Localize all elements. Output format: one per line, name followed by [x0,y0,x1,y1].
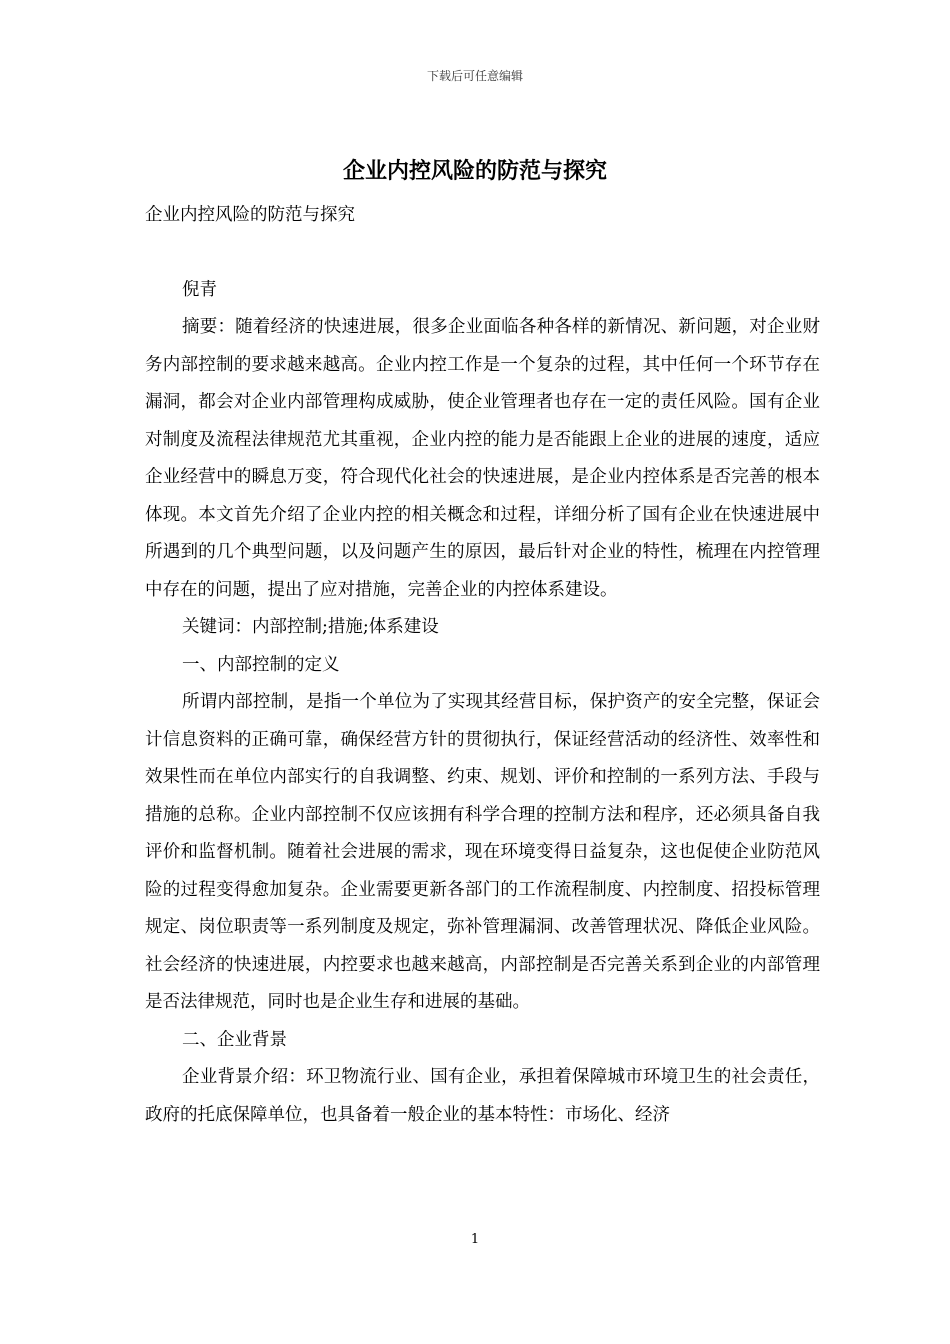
section-heading-2: 二、企业背景 [182,1029,287,1050]
header-note: 下载后可任意编辑 [426,69,523,83]
document-title: 企业内控风险的防范与探究 [342,158,607,184]
section-1-paragraph: 所谓内部控制，是指一个单位为了实现其经营目标，保护资产的安全完整，保证会计信息资料的正确可靠，确保经营方针的贯彻执行，保证经营活动的经济性、效率性和效果性而在单位内部实行的自我调整、约束、规划、评价和控制的一系列方法、手段与措施的总称。企业内部控制不仅应该拥有科学合理的控制方法和程序，还必须具备自我评价和监督机制。随着社会进展的需求，现在环境变得日益复杂，这也促使企业防范风险的过程变得愈加复杂。企业需要更新各部门的工作流程制度、内控制度、招投标管理规定、岗位职责等一系列制度及规定，弥补管理漏洞、改善管理状况、降低企业风险。社会经济的快速进展，内控要求也越来越高，内部控制是否完善关系到企业的内部管理是否法律规范，同时也是企业生存和进展的基础。 [145,692,820,1012]
abstract-paragraph: 摘要：随着经济的快速进展，很多企业面临各种各样的新情况、新问题，对企业财务内部控制的要求越来越高。企业内控工作是一个复杂的过程，其中任何一个环节存在漏洞，都会对企业内部管理构成威胁，使企业管理者也存在一定的责任风险。国有企业对制度及流程法律规范尤其重视，企业内控的能力是否能跟上企业的进展的速度，适应企业经营中的瞬息万变，符合现代化社会的快速进展，是企业内控体系是否完善的根本体现。本文首先介绍了企业内控的相关概念和过程，详细分析了国有企业在快速进展中所遇到的几个典型问题，以及问题产生的原因，最后针对企业的特性，梳理在内控管理中存在的问题，提出了应对措施，完善企业的内控体系建设。 [145,317,820,600]
subtitle: 企业内控风险的防范与探究 [145,205,355,225]
section-heading-1: 一、内部控制的定义 [182,654,340,675]
keywords: 关键词：内部控制;措施;体系建设 [182,617,439,637]
section-2-paragraph: 企业背景介绍：环卫物流行业、国有企业，承担着保障城市环境卫生的社会责任，政府的托底保障单位，也具备着一般企业的基本特性：市场化、经济 [145,1067,820,1125]
page-number: 1 [470,1232,480,1247]
document-body [145,197,820,1134]
author: 倪青 [182,279,217,300]
